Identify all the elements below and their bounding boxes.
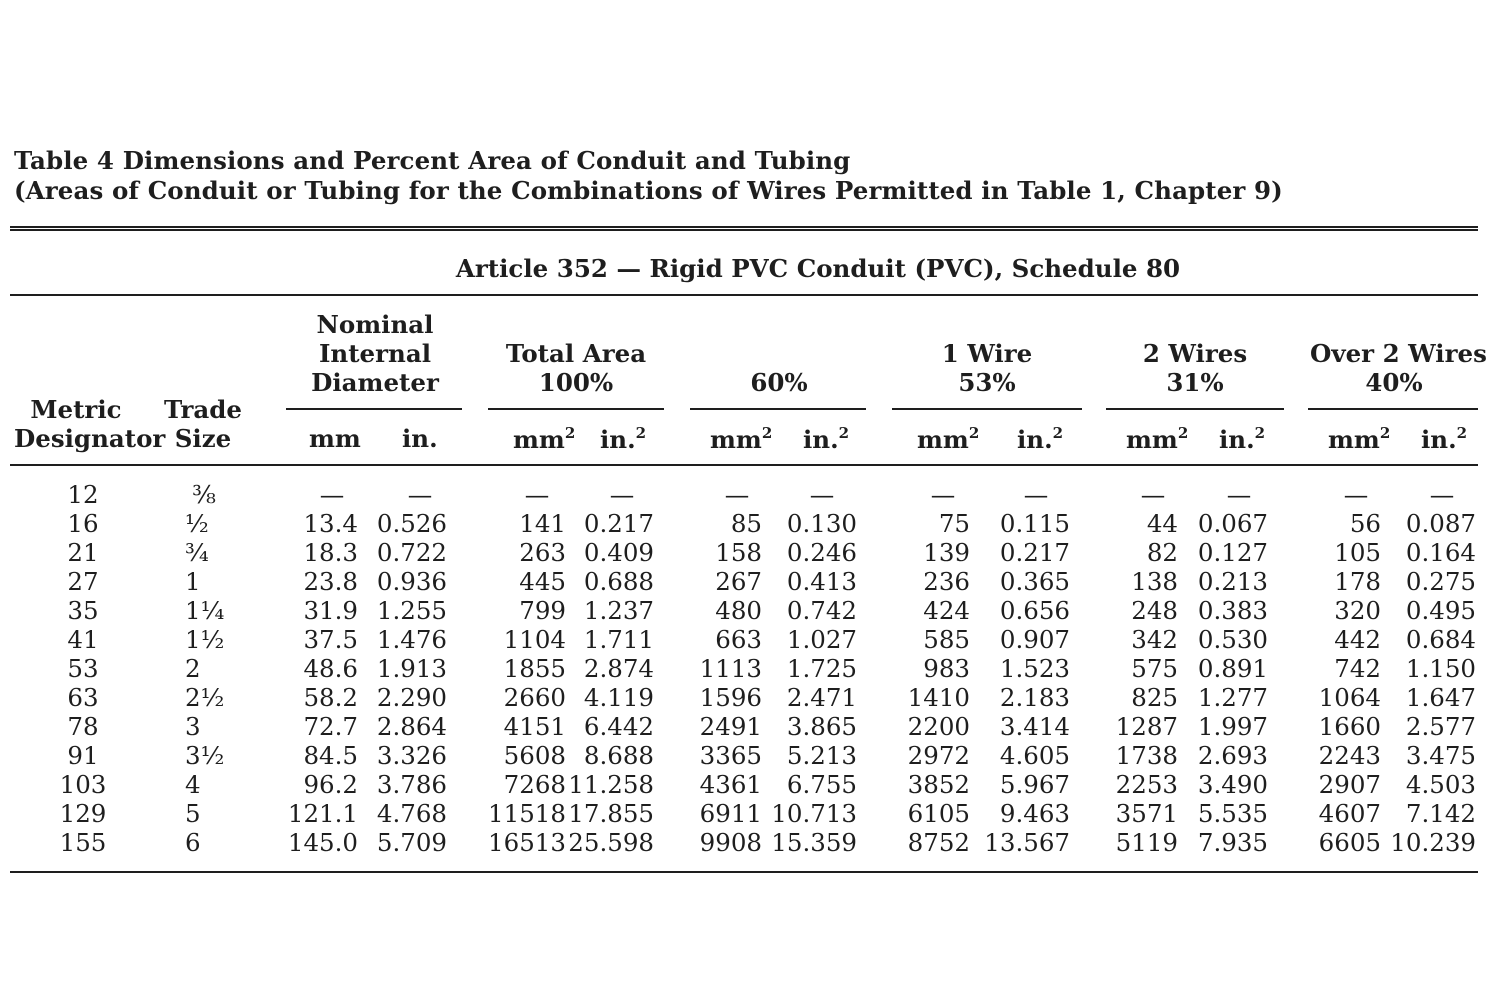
cell-two-wires-mm2: 138 <box>1131 567 1178 596</box>
cell-sixty-mm2: 158 <box>715 538 762 567</box>
cell-in: 3.326 <box>376 741 447 770</box>
cell-sixty-mm2: — <box>724 480 750 509</box>
cell-trade: 6 <box>185 828 201 857</box>
cell-metric: 103 <box>59 770 107 799</box>
cell-metric: 129 <box>59 799 107 828</box>
cell-in: 5.709 <box>376 828 447 857</box>
cell-sixty-in2: 10.713 <box>771 799 857 828</box>
cell-total-in2: 2.874 <box>583 654 654 683</box>
unit-mm: mm <box>309 424 361 453</box>
cell-in: 1.476 <box>376 625 447 654</box>
cell-one-wire-in2: 2.183 <box>999 683 1070 712</box>
cell-over-two-mm2: 6605 <box>1318 828 1381 857</box>
cell-mm: 48.6 <box>303 654 358 683</box>
header-trade-size: Trade Size <box>164 395 242 453</box>
cell-over-two-in2: 4.503 <box>1405 770 1476 799</box>
cell-sixty-in2: 2.471 <box>786 683 857 712</box>
cell-trade: ½ <box>185 509 209 538</box>
cell-over-two-mm2: 178 <box>1334 567 1381 596</box>
unit-sixty-in2: in.$^2$ <box>803 424 850 454</box>
cell-total-in2: 25.598 <box>568 828 654 857</box>
cell-sixty-mm2: 1596 <box>699 683 762 712</box>
cell-one-wire-mm2: 1410 <box>907 683 970 712</box>
cell-sixty-in2: — <box>809 480 835 509</box>
cell-over-two-mm2: 742 <box>1334 654 1381 683</box>
cell-one-wire-in2: 0.365 <box>999 567 1070 596</box>
cell-one-wire-mm2: 3852 <box>907 770 970 799</box>
cell-two-wires-in2: 0.891 <box>1197 654 1268 683</box>
cell-sixty-mm2: 2491 <box>699 712 762 741</box>
cell-two-wires-in2: 3.490 <box>1197 770 1268 799</box>
cell-sixty-in2: 1.725 <box>786 654 857 683</box>
cell-total-in2: 0.409 <box>583 538 654 567</box>
cell-trade: 2 <box>185 654 201 683</box>
nominal-group-line <box>286 408 462 410</box>
cell-sixty-mm2: 3365 <box>699 741 762 770</box>
cell-total-in2: 0.688 <box>583 567 654 596</box>
cell-over-two-mm2: 2907 <box>1318 770 1381 799</box>
cell-mm: 18.3 <box>303 538 358 567</box>
cell-mm: 13.4 <box>303 509 358 538</box>
cell-two-wires-mm2: 82 <box>1146 538 1178 567</box>
total-group-line <box>488 408 664 410</box>
cell-one-wire-in2: 0.115 <box>999 509 1070 538</box>
cell-two-wires-mm2: 248 <box>1131 596 1178 625</box>
table-bottom-rule <box>10 871 1478 873</box>
cell-total-mm2: 1104 <box>503 625 566 654</box>
cell-over-two-in2: 7.142 <box>1405 799 1476 828</box>
cell-mm: 145.0 <box>287 828 358 857</box>
cell-one-wire-mm2: 2972 <box>907 741 970 770</box>
cell-total-mm2: 4151 <box>503 712 566 741</box>
cell-mm: 72.7 <box>303 712 358 741</box>
cell-two-wires-in2: 0.383 <box>1197 596 1268 625</box>
unit-total-mm2: $mm^2$ <box>513 424 576 454</box>
cell-over-two-mm2: 1064 <box>1318 683 1381 712</box>
cell-metric: 41 <box>67 625 99 654</box>
cell-total-in2: — <box>609 480 635 509</box>
unit-one-wire-in2: in.$^2$ <box>1017 424 1064 454</box>
cell-trade: 2½ <box>185 683 225 712</box>
cell-one-wire-mm2: 6105 <box>907 799 970 828</box>
cell-total-in2: 6.442 <box>583 712 654 741</box>
cell-over-two-in2: 2.577 <box>1405 712 1476 741</box>
cell-over-two-in2: 0.164 <box>1405 538 1476 567</box>
cell-one-wire-mm2: — <box>930 480 956 509</box>
cell-trade: 4 <box>185 770 201 799</box>
header-nominal-internal-diameter: Nominal Internal Diameter <box>311 310 439 397</box>
table-row <box>0 799 1500 828</box>
unit-two-wires-mm2: $mm^2$ <box>1126 424 1189 454</box>
cell-metric: 91 <box>67 741 99 770</box>
cell-total-mm2: 11518 <box>488 799 566 828</box>
cell-total-in2: 4.119 <box>583 683 654 712</box>
cell-in: 0.722 <box>376 538 447 567</box>
cell-metric: 16 <box>67 509 99 538</box>
cell-sixty-mm2: 4361 <box>699 770 762 799</box>
cell-over-two-in2: 1.647 <box>1405 683 1476 712</box>
cell-sixty-mm2: 85 <box>730 509 762 538</box>
table-row <box>0 480 1500 509</box>
unit-one-wire-mm2: $mm^2$ <box>917 424 980 454</box>
cell-over-two-in2: 1.150 <box>1405 654 1476 683</box>
cell-one-wire-mm2: 139 <box>923 538 970 567</box>
cell-over-two-mm2: 4607 <box>1318 799 1381 828</box>
cell-sixty-in2: 6.755 <box>786 770 857 799</box>
cell-sixty-mm2: 480 <box>715 596 762 625</box>
cell-mm: 23.8 <box>303 567 358 596</box>
cell-mm: 96.2 <box>303 770 358 799</box>
cell-one-wire-mm2: 75 <box>938 509 970 538</box>
cell-metric: 27 <box>67 567 99 596</box>
cell-two-wires-in2: 7.935 <box>1197 828 1268 857</box>
cell-over-two-in2: 10.239 <box>1390 828 1476 857</box>
cell-in: — <box>407 480 433 509</box>
unit-total-in2: in.$^2$ <box>600 424 647 454</box>
cell-total-in2: 8.688 <box>583 741 654 770</box>
cell-total-mm2: 5608 <box>503 741 566 770</box>
cell-over-two-mm2: 56 <box>1349 509 1381 538</box>
cell-two-wires-in2: 0.127 <box>1197 538 1268 567</box>
cell-two-wires-mm2: 44 <box>1146 509 1178 538</box>
cell-total-in2: 0.217 <box>583 509 654 538</box>
table-row <box>0 596 1500 625</box>
cell-over-two-mm2: 2243 <box>1318 741 1381 770</box>
cell-one-wire-in2: — <box>1023 480 1049 509</box>
cell-metric: 63 <box>67 683 99 712</box>
table-row <box>0 712 1500 741</box>
cell-one-wire-in2: 4.605 <box>999 741 1070 770</box>
table-row <box>0 828 1500 857</box>
cell-two-wires-in2: — <box>1226 480 1252 509</box>
cell-sixty-mm2: 663 <box>715 625 762 654</box>
header-two-wires: 2 Wires 31% <box>1142 339 1248 397</box>
one-wire-group-line <box>892 408 1082 410</box>
header-metric-designator: Metric Designator <box>14 395 166 453</box>
cell-two-wires-in2: 0.067 <box>1197 509 1268 538</box>
cell-over-two-mm2: 105 <box>1334 538 1381 567</box>
table-title-line-1: Table 4 Dimensions and Percent Area of Conduit and Tubing <box>14 146 851 175</box>
table-title-line-2: (Areas of Conduit or Tubing for the Combinations of Wires Permitted in Table 1, Chapter 9) <box>14 176 1283 205</box>
cell-in: 2.864 <box>376 712 447 741</box>
cell-one-wire-mm2: 424 <box>923 596 970 625</box>
cell-sixty-mm2: 6911 <box>699 799 762 828</box>
cell-one-wire-in2: 5.967 <box>999 770 1070 799</box>
cell-total-mm2: 445 <box>519 567 566 596</box>
cell-two-wires-in2: 1.997 <box>1197 712 1268 741</box>
cell-metric: 78 <box>67 712 99 741</box>
cell-two-wires-in2: 0.213 <box>1197 567 1268 596</box>
header-bottom-rule <box>10 464 1478 466</box>
table-row <box>0 741 1500 770</box>
over-two-group-line <box>1308 408 1478 410</box>
table-row <box>0 683 1500 712</box>
cell-total-in2: 1.711 <box>583 625 654 654</box>
cell-total-in2: 11.258 <box>568 770 654 799</box>
cell-one-wire-in2: 1.523 <box>999 654 1070 683</box>
table-row <box>0 770 1500 799</box>
cell-trade: 3½ <box>185 741 225 770</box>
table-row <box>0 654 1500 683</box>
cell-over-two-mm2: 442 <box>1334 625 1381 654</box>
cell-total-in2: 17.855 <box>568 799 654 828</box>
cell-one-wire-in2: 13.567 <box>984 828 1070 857</box>
header-sixty-percent: 60% <box>750 368 808 397</box>
cell-sixty-in2: 5.213 <box>786 741 857 770</box>
cell-sixty-in2: 0.742 <box>786 596 857 625</box>
cell-sixty-in2: 0.130 <box>786 509 857 538</box>
cell-one-wire-in2: 0.217 <box>999 538 1070 567</box>
cell-in: 0.526 <box>376 509 447 538</box>
cell-sixty-in2: 0.413 <box>786 567 857 596</box>
cell-one-wire-mm2: 2200 <box>907 712 970 741</box>
cell-in: 2.290 <box>376 683 447 712</box>
unit-over-two-mm2: $mm^2$ <box>1328 424 1391 454</box>
cell-trade: 5 <box>185 799 201 828</box>
cell-total-mm2: — <box>524 480 550 509</box>
cell-over-two-mm2: — <box>1343 480 1369 509</box>
cell-sixty-in2: 3.865 <box>786 712 857 741</box>
cell-over-two-mm2: 1660 <box>1318 712 1381 741</box>
unit-two-wires-in2: in.$^2$ <box>1219 424 1266 454</box>
cell-sixty-mm2: 9908 <box>699 828 762 857</box>
cell-two-wires-in2: 2.693 <box>1197 741 1268 770</box>
cell-one-wire-in2: 0.656 <box>999 596 1070 625</box>
header-over-two-wires: Over 2 Wires 40% <box>1310 339 1487 397</box>
cell-one-wire-mm2: 236 <box>923 567 970 596</box>
cell-in: 1.255 <box>376 596 447 625</box>
cell-two-wires-in2: 0.530 <box>1197 625 1268 654</box>
cell-mm: 37.5 <box>303 625 358 654</box>
cell-sixty-in2: 15.359 <box>771 828 857 857</box>
cell-metric: 35 <box>67 596 99 625</box>
cell-over-two-in2: 3.475 <box>1405 741 1476 770</box>
cell-over-two-in2: — <box>1429 480 1455 509</box>
unit-over-two-in2: in.$^2$ <box>1421 424 1468 454</box>
cell-sixty-mm2: 1113 <box>699 654 762 683</box>
cell-sixty-in2: 0.246 <box>786 538 857 567</box>
cell-one-wire-mm2: 8752 <box>907 828 970 857</box>
cell-in: 1.913 <box>376 654 447 683</box>
cell-total-mm2: 1855 <box>503 654 566 683</box>
table-row <box>0 509 1500 538</box>
cell-sixty-mm2: 267 <box>715 567 762 596</box>
table-title <box>14 146 1283 206</box>
cell-two-wires-mm2: 575 <box>1131 654 1178 683</box>
cell-mm: 84.5 <box>303 741 358 770</box>
cell-two-wires-mm2: 5119 <box>1115 828 1178 857</box>
header-one-wire: 1 Wire 53% <box>941 339 1033 397</box>
table-body <box>0 480 1500 857</box>
top-double-rule <box>10 226 1478 231</box>
article-rule <box>10 294 1478 296</box>
cell-over-two-in2: 0.275 <box>1405 567 1476 596</box>
table-row <box>0 538 1500 567</box>
cell-two-wires-mm2: 3571 <box>1115 799 1178 828</box>
cell-mm: 58.2 <box>303 683 358 712</box>
cell-two-wires-mm2: 1738 <box>1115 741 1178 770</box>
sixty-group-line <box>690 408 866 410</box>
cell-one-wire-mm2: 585 <box>923 625 970 654</box>
table-row <box>0 567 1500 596</box>
cell-two-wires-mm2: 342 <box>1131 625 1178 654</box>
cell-trade: 3 <box>185 712 201 741</box>
header-total-area: Total Area 100% <box>505 339 647 397</box>
cell-in: 3.786 <box>376 770 447 799</box>
cell-mm: 121.1 <box>287 799 358 828</box>
cell-trade: 1 <box>185 567 201 596</box>
cell-trade: 1¼ <box>185 596 225 625</box>
cell-total-mm2: 799 <box>519 596 566 625</box>
cell-in: 0.936 <box>376 567 447 596</box>
cell-in: 4.768 <box>376 799 447 828</box>
cell-trade: ¾ <box>185 538 209 567</box>
cell-total-mm2: 16513 <box>488 828 566 857</box>
cell-total-mm2: 7268 <box>503 770 566 799</box>
table-row <box>0 625 1500 654</box>
cell-one-wire-in2: 0.907 <box>999 625 1070 654</box>
cell-two-wires-mm2: 2253 <box>1115 770 1178 799</box>
cell-two-wires-mm2: — <box>1140 480 1166 509</box>
cell-mm: — <box>319 480 345 509</box>
cell-two-wires-in2: 1.277 <box>1197 683 1268 712</box>
cell-metric: 21 <box>67 538 99 567</box>
cell-mm: 31.9 <box>303 596 358 625</box>
cell-total-in2: 1.237 <box>583 596 654 625</box>
cell-sixty-in2: 1.027 <box>786 625 857 654</box>
article-heading: Article 352 — Rigid PVC Conduit (PVC), Schedule 80 <box>455 254 1181 283</box>
cell-over-two-mm2: 320 <box>1334 596 1381 625</box>
cell-total-mm2: 2660 <box>503 683 566 712</box>
cell-trade: 1½ <box>185 625 225 654</box>
cell-one-wire-in2: 9.463 <box>999 799 1070 828</box>
cell-total-mm2: 141 <box>519 509 566 538</box>
cell-metric: 155 <box>59 828 107 857</box>
cell-one-wire-mm2: 983 <box>923 654 970 683</box>
cell-total-mm2: 263 <box>519 538 566 567</box>
cell-trade: ⅜ <box>192 480 216 509</box>
cell-metric: 53 <box>67 654 99 683</box>
cell-over-two-in2: 0.684 <box>1405 625 1476 654</box>
cell-two-wires-in2: 5.535 <box>1197 799 1268 828</box>
cell-over-two-in2: 0.495 <box>1405 596 1476 625</box>
two-wires-group-line <box>1106 408 1284 410</box>
cell-two-wires-mm2: 1287 <box>1115 712 1178 741</box>
cell-one-wire-in2: 3.414 <box>999 712 1070 741</box>
cell-over-two-in2: 0.087 <box>1405 509 1476 538</box>
unit-sixty-mm2: $mm^2$ <box>710 424 773 454</box>
unit-in: in. <box>402 424 438 453</box>
cell-metric: 12 <box>67 480 99 509</box>
cell-two-wires-mm2: 825 <box>1131 683 1178 712</box>
